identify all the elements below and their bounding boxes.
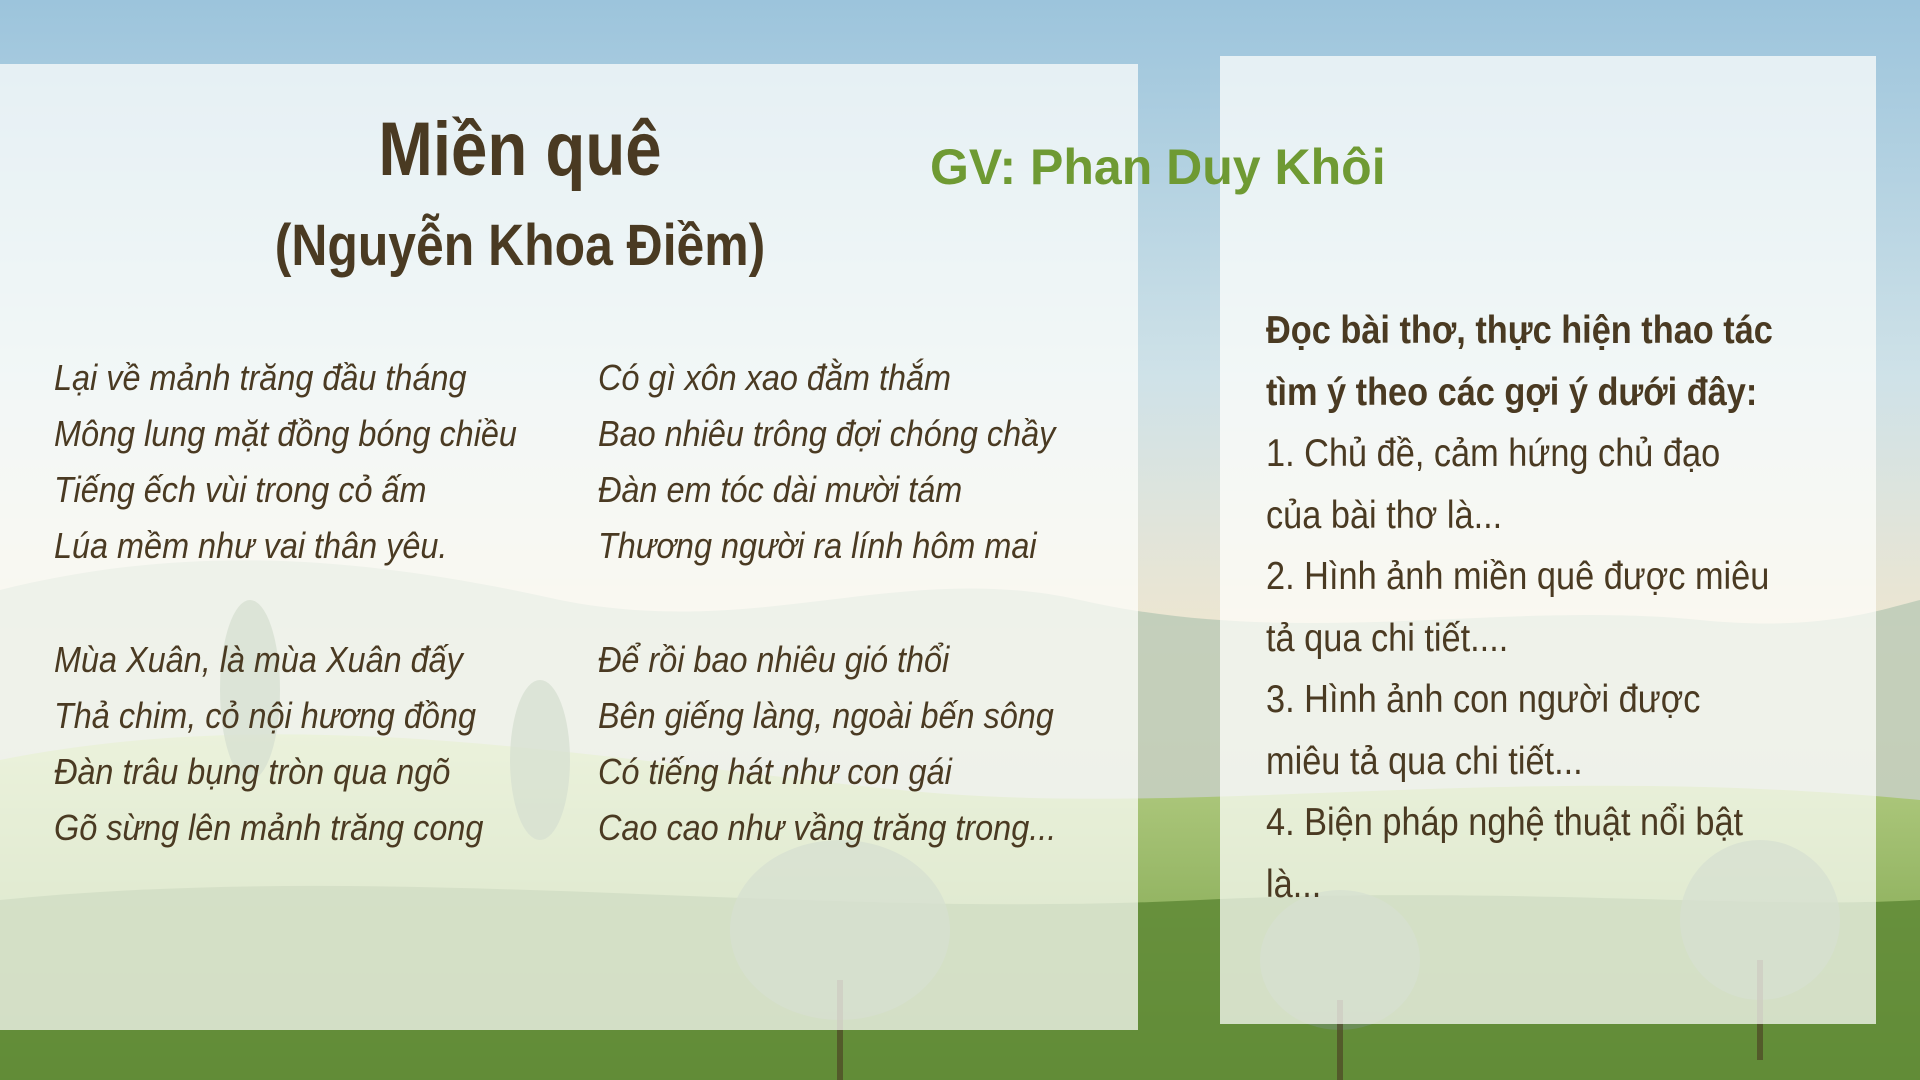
task-item: miêu tả qua chi tiết...	[1266, 739, 1583, 783]
task-item: 1. Chủ đề, cảm hứng chủ đạo	[1266, 432, 1721, 475]
task-heading: tìm ý theo các gợi ý dưới đây:	[1266, 370, 1758, 414]
poem-line: Cao cao như vầng trăng trong...	[598, 807, 1057, 848]
task-item: tả qua chi tiết....	[1266, 616, 1509, 660]
teacher-name: GV: Phan Duy Khôi	[930, 139, 1386, 195]
poem-line: Gõ sừng lên mảnh trăng cong	[54, 807, 484, 848]
poem-stanza	[598, 632, 1138, 856]
poem-line: Thương người ra lính hôm mai	[598, 525, 1037, 566]
poem-line: Tiếng ếch vùi trong cỏ ấm	[54, 469, 427, 510]
poem-author: (Nguyễn Khoa Điềm)	[274, 213, 766, 278]
poem-line: Để rồi bao nhiêu gió thổi	[598, 639, 950, 680]
poem-line: Lại về mảnh trăng đầu tháng	[54, 357, 467, 398]
task-item: của bài thơ là...	[1266, 493, 1503, 537]
poem-stanza	[598, 350, 1138, 574]
poem-line: Đàn em tóc dài mười tám	[598, 469, 963, 510]
task-heading: Đọc bài thơ, thực hiện thao tác	[1266, 309, 1773, 352]
poem-line: Đàn trâu bụng tròn qua ngõ	[54, 751, 451, 792]
poem-line: Bên giếng làng, ngoài bến sông	[598, 695, 1054, 736]
task-item: là...	[1266, 862, 1322, 906]
task-item: 2. Hình ảnh miền quê được miêu	[1266, 555, 1770, 598]
poem-line: Mùa Xuân, là mùa Xuân đấy	[54, 639, 463, 680]
poem-stanza	[54, 350, 594, 574]
task-instructions	[1266, 300, 1866, 915]
task-item: 4. Biện pháp nghệ thuật nổi bật	[1266, 801, 1744, 844]
poem-line: Mông lung mặt đồng bóng chiều	[54, 413, 517, 454]
poem-stanza	[54, 632, 594, 856]
poem-title: Miền quê	[378, 107, 662, 192]
poem-line: Có gì xôn xao đằm thắm	[598, 357, 951, 398]
task-item: 3. Hình ảnh con người được	[1266, 678, 1701, 721]
poem-line: Có tiếng hát như con gái	[598, 751, 952, 792]
poem-line: Lúa mềm như vai thân yêu.	[54, 525, 448, 566]
poem-line: Thả chim, cỏ nội hương đồng	[54, 695, 476, 736]
poem-line: Bao nhiêu trông đợi chóng chầy	[598, 413, 1056, 454]
